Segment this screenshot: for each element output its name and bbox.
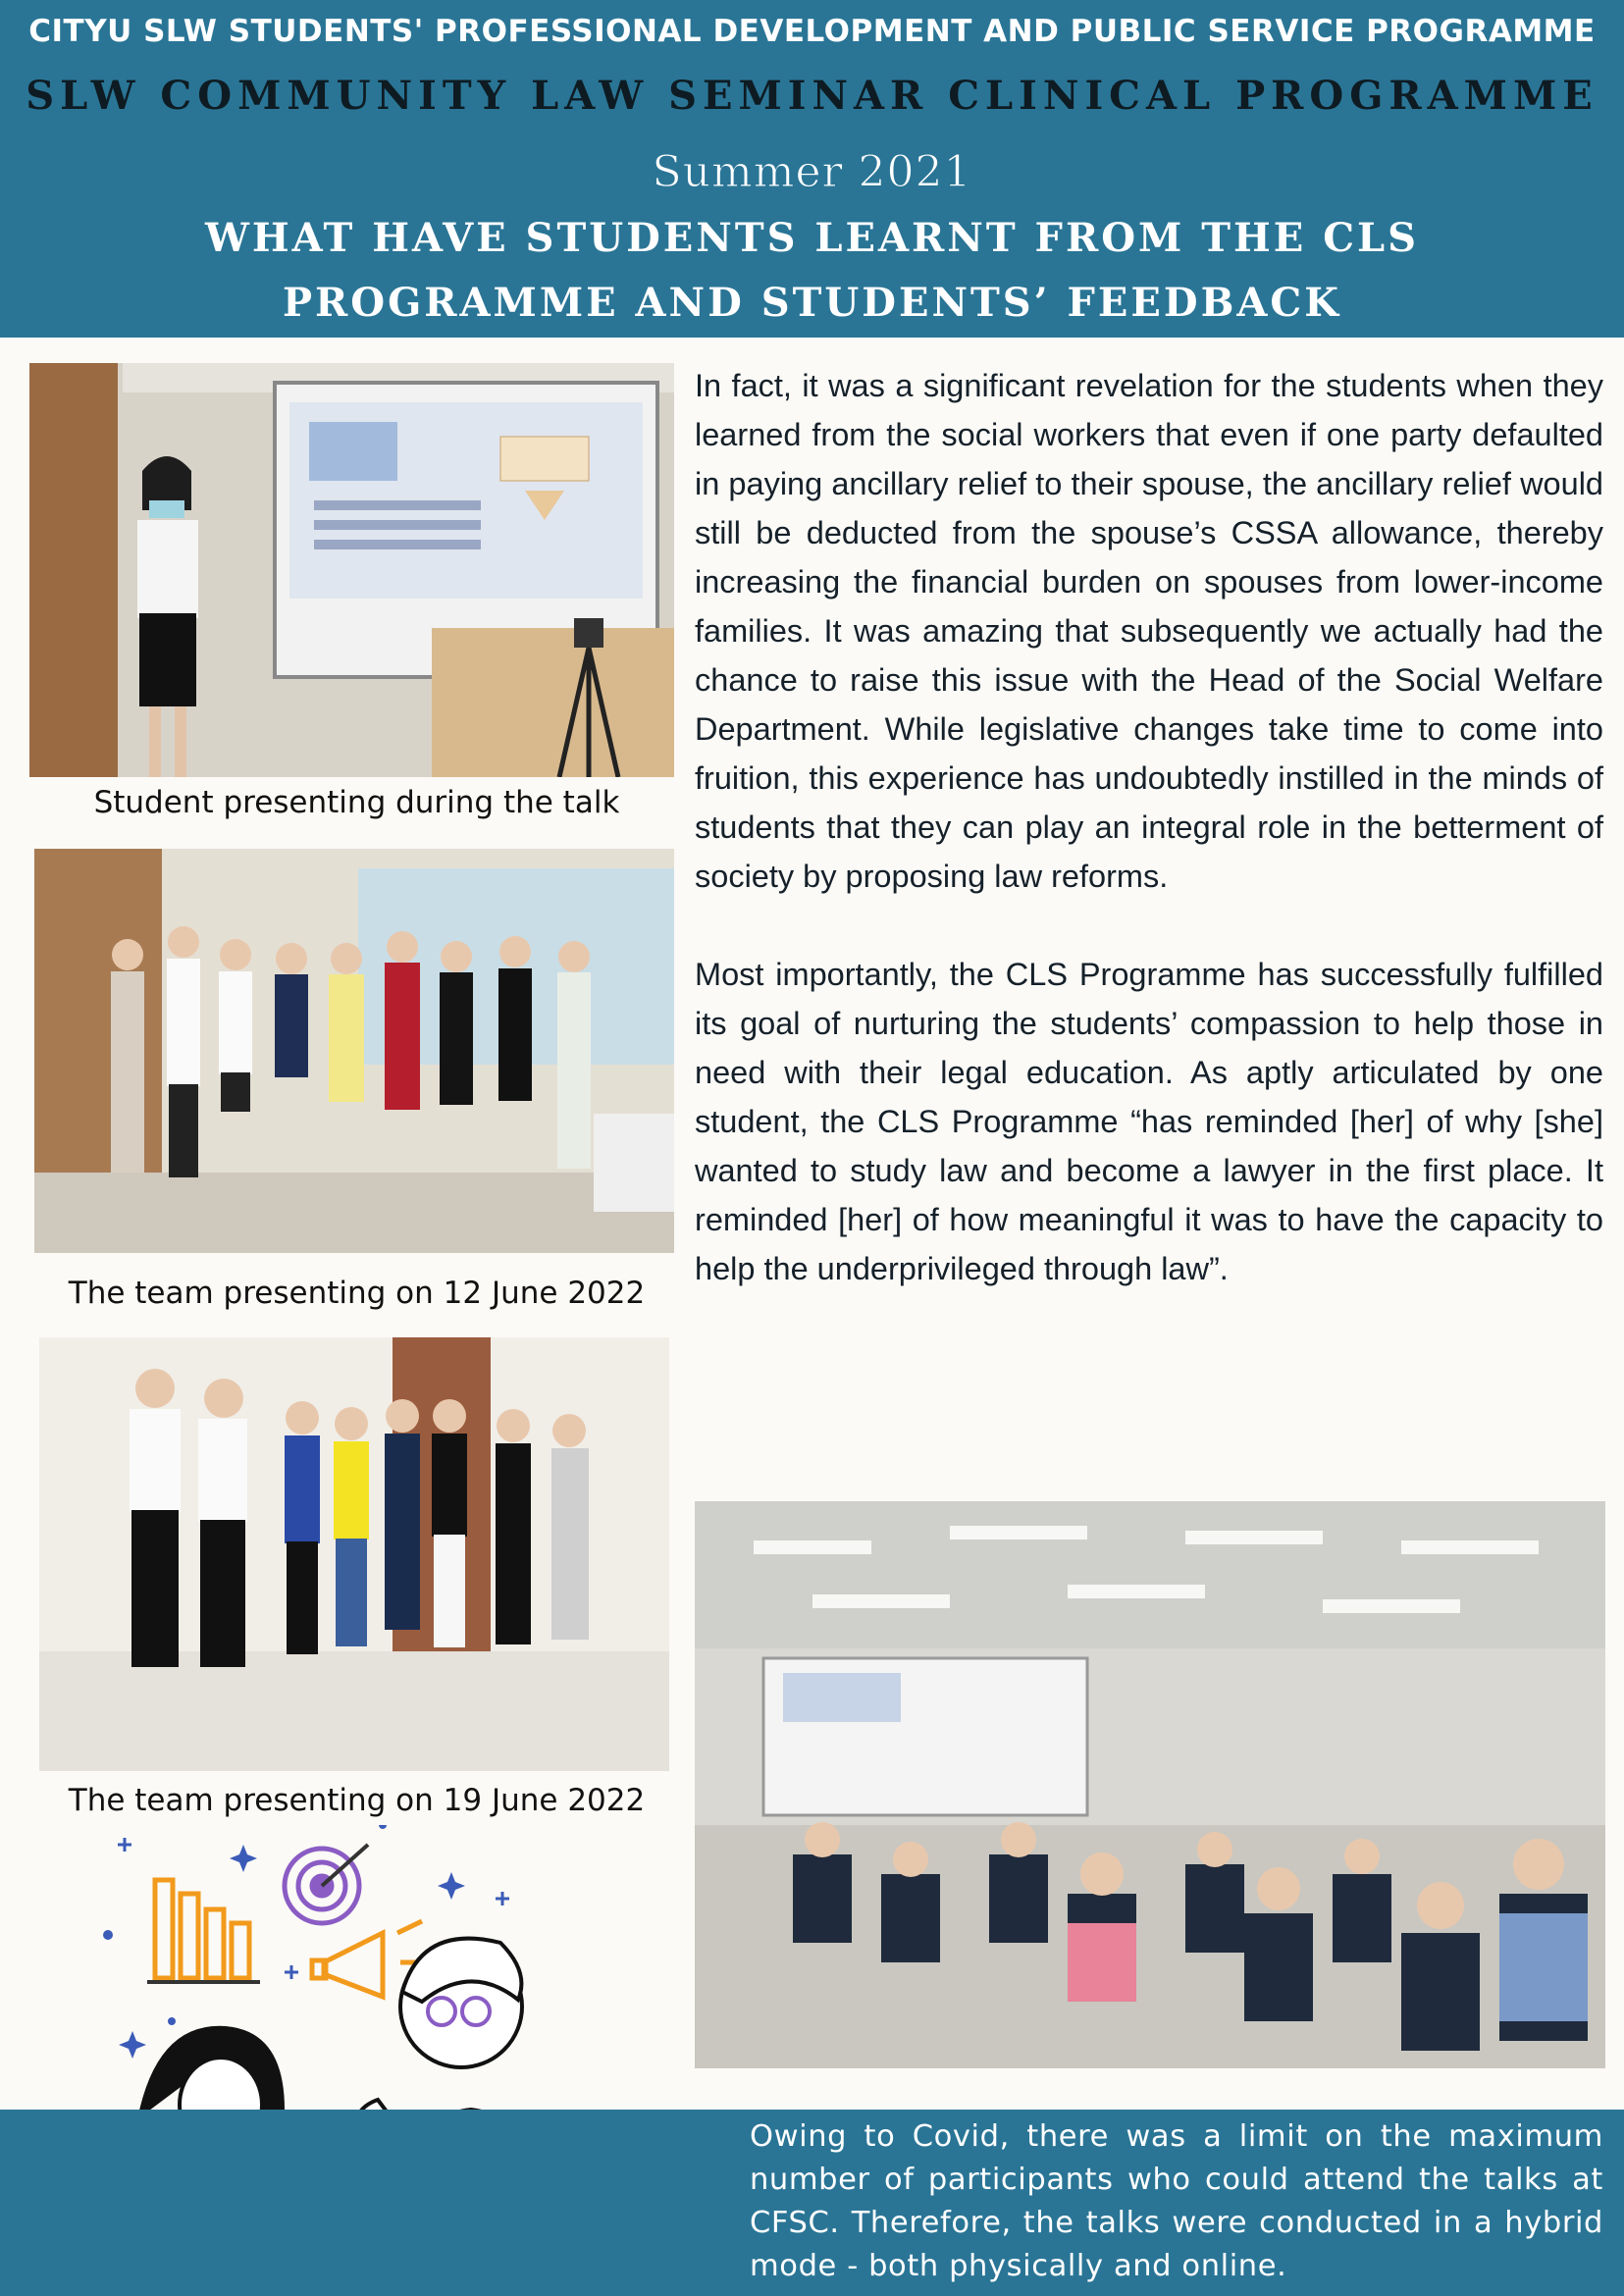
programme-title: CITYU SLW STUDENTS' PROFESSIONAL DEVELOPMENT AND PUBLIC SERVICE PROGRAMME (28, 14, 1596, 49)
caption-photo2: The team presenting on 12 June 2022 (68, 1276, 646, 1311)
article-body (695, 361, 1603, 1342)
seminar-title: SLW COMMUNITY LAW SEMINAR CLINICAL PROGRAMME (26, 73, 1598, 119)
caption-photo3: The team presenting on 19 June 2022 (68, 1783, 646, 1818)
headline: WHAT HAVE STUDENTS LEARNT FROM THE CLS PROGRAMME AND STUDENTS’ FEEDBACK (204, 215, 1420, 326)
photo-team-12-june (34, 849, 674, 1253)
photo-team-19-june (39, 1337, 669, 1771)
photo-student-presenting (29, 363, 674, 777)
caption-photo1: Student presenting during the talk (93, 785, 620, 820)
article-paragraph-2: Most importantly, the CLS Programme has successfully fulfilled its goal of nurturing the students’ compassion to help those in need with their legal education. As aptly articulated by one student, the CLS Programme “has reminded [her] of why [she] wanted to study law and become a lawyer in the first place. It reminded [her] of how meaningful it was to have the capacity to help the underprivileged through law”. (695, 957, 1603, 1286)
article-paragraph-1: In fact, it was a significant revelation for the students when they learned from the social workers that even if one party defaulted in paying ancillary relief to their spouse, the ancillary relief would still be deducted from the spouse’s CSSA allowance, thereby increasing the financial burden on spouses from lower-income families. It was amazing that subsequently we actually had the chance to raise this issue with the Head of the Social Welfare Department. While legislative changes take time to come into fruition, this experience has undoubtedly instilled in the minds of students that they can play an integral role in the betterment of society by proposing law reforms. (695, 368, 1603, 894)
header-banner (0, 0, 1624, 338)
bar-chart-icon (147, 1880, 260, 1982)
photo-classroom-talk (695, 1501, 1605, 2068)
footer-note: Owing to Covid, there was a limit on the maximum number of participants who could attend the talks at CFSC. Therefore, the talks were conducted in a hybrid mode - both physically and online. (750, 2119, 1603, 2283)
target-icon (285, 1845, 368, 1923)
term-title: Summer 2021 (652, 147, 972, 197)
